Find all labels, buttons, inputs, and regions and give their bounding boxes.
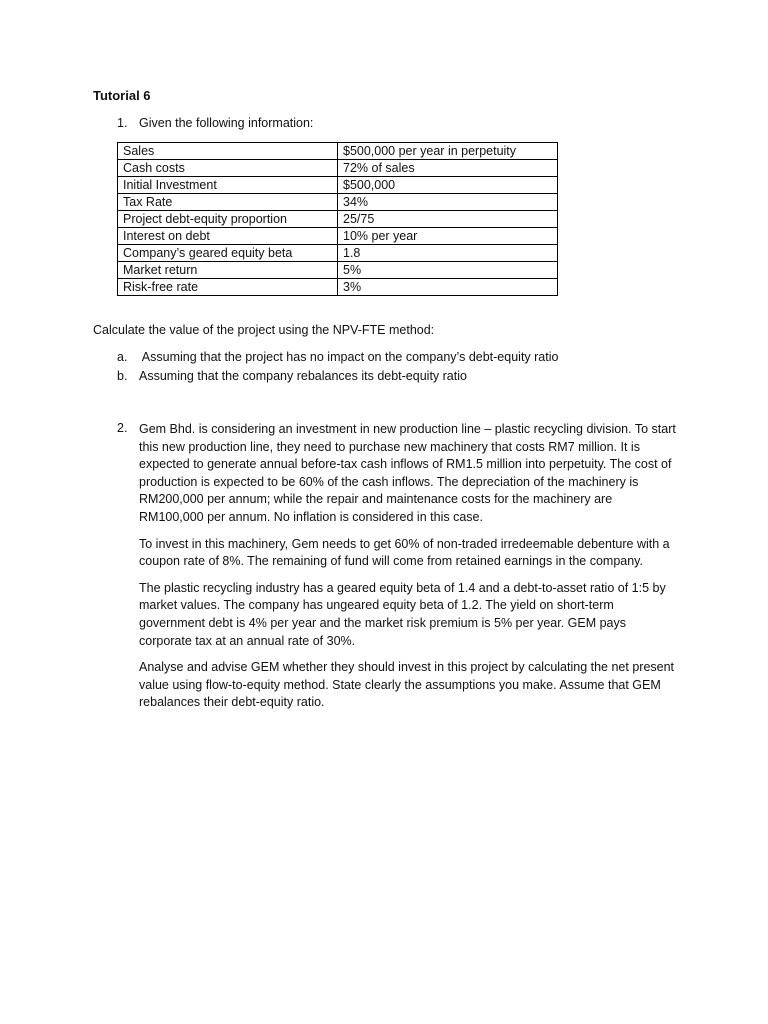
- question-2-number: 2.: [117, 421, 128, 435]
- table-row: [118, 228, 558, 245]
- question-1-part-a: [117, 350, 637, 364]
- table-row: [118, 211, 558, 228]
- question-2: [117, 421, 677, 721]
- part-b-label: b.: [117, 369, 128, 383]
- part-b-text: Assuming that the company rebalances its debt-equity ratio: [139, 369, 467, 383]
- question-1-intro: [117, 116, 677, 130]
- table-cell-value: $500,000: [338, 177, 558, 194]
- table-row: [118, 194, 558, 211]
- table-cell-value: 3%: [338, 279, 558, 296]
- table-cell-label: Market return: [118, 262, 338, 279]
- table-cell-label: Project debt-equity proportion: [118, 211, 338, 228]
- table-cell-label: Tax Rate: [118, 194, 338, 211]
- table-row: [118, 262, 558, 279]
- table-cell-value: 10% per year: [338, 228, 558, 245]
- table-cell-label: Cash costs: [118, 160, 338, 177]
- question-1-part-b: [117, 369, 637, 383]
- question-2-paragraph: Gem Bhd. is considering an investment in new production line – plastic recycling division. To start this new production line, they need to purchase new machinery that costs RM7 million. It is expected to generate annual before-tax cash inflows of RM1.5 million into perpetuity. The cost of production is expected to be 60% of the cash inflows. The depreciation of the machinery is RM200,000 per annum; while the repair and maintenance costs for the machinery are RM100,000 per annum. No inflation is considered in this case.: [139, 422, 676, 524]
- question-1-number: 1.: [117, 116, 128, 130]
- question-2-body: [139, 421, 677, 712]
- table-cell-label: Sales: [118, 143, 338, 160]
- part-a-label: a.: [117, 350, 128, 364]
- question-2-paragraph: To invest in this machinery, Gem needs to get 60% of non-traded irredeemable debenture with a coupon rate of 8%. The remaining of fund will come from retained earnings in the company.: [139, 536, 670, 569]
- question-1-intro-text: Given the following information:: [139, 116, 314, 130]
- table-cell-value: 25/75: [338, 211, 558, 228]
- table-cell-label: Initial Investment: [118, 177, 338, 194]
- question-1-instruction: Calculate the value of the project using the NPV-FTE method:: [93, 323, 435, 337]
- table-cell-label: Company’s geared equity beta: [118, 245, 338, 262]
- table-row: [118, 160, 558, 177]
- table-cell-label: Interest on debt: [118, 228, 338, 245]
- table-row: [118, 245, 558, 262]
- part-a-text: Assuming that the project has no impact on the company’s debt-equity ratio: [139, 350, 559, 364]
- table-row: [118, 143, 558, 160]
- question-2-paragraph: Analyse and advise GEM whether they should invest in this project by calculating the net present value using flow-to-equity method. State clearly the assumptions you make. Assume that GEM rebalances their debt-equity ratio.: [139, 660, 675, 710]
- tutorial-title: Tutorial 6: [93, 88, 151, 103]
- table-cell-value: 1.8: [338, 245, 558, 262]
- table-cell-value: $500,000 per year in perpetuity: [338, 143, 558, 160]
- question-2-paragraph: The plastic recycling industry has a geared equity beta of 1.4 and a debt-to-asset ratio of 1:5 by market values. The company has ungeared equity beta of 1.2. The yield on short-term government debt is 4% per year and the market risk premium is 5% per year. GEM pays corporate tax at an annual rate of 30%.: [139, 580, 666, 648]
- table-cell-value: 34%: [338, 194, 558, 211]
- table-row: [118, 279, 558, 296]
- table-cell-label: Risk-free rate: [118, 279, 338, 296]
- table-row: [118, 177, 558, 194]
- table-cell-value: 72% of sales: [338, 160, 558, 177]
- table-cell-value: 5%: [338, 262, 558, 279]
- information-table: [117, 142, 558, 296]
